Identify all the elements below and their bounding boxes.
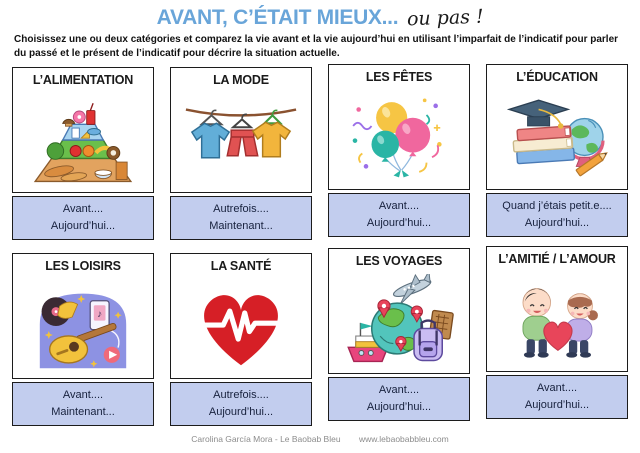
clothesline-illustration	[171, 87, 311, 192]
prompt-line-past: Avant....	[536, 382, 578, 394]
prompt-line-present: Aujourd’hui...	[524, 398, 590, 411]
prompt-line-past: Quand j’étais petit.e....	[502, 200, 612, 212]
prompt-line-past: Autrefois....	[213, 203, 269, 215]
card-frame	[486, 246, 628, 372]
card-frame	[486, 64, 628, 190]
card-frame	[170, 253, 312, 379]
card-title: LES LOISIRS	[45, 259, 121, 273]
svg-text:♪: ♪	[97, 308, 103, 320]
card-prompt-box	[328, 377, 470, 421]
prompt-line-past: Avant....	[62, 389, 104, 401]
category-card-fetes	[328, 64, 470, 237]
card-title: L’ÉDUCATION	[516, 70, 598, 84]
category-card-loisirs	[12, 253, 154, 426]
education-illustration	[487, 84, 627, 189]
card-prompt-box	[170, 382, 312, 426]
card-prompt-box	[328, 193, 470, 237]
prompt-line-past: Avant....	[62, 203, 104, 215]
category-card-voyages	[328, 248, 470, 421]
prompt-line-present: Aujourd’hui...	[524, 216, 590, 229]
card-frame	[12, 253, 154, 379]
card-prompt-box	[12, 382, 154, 426]
category-card-amitie-amour	[486, 246, 628, 419]
card-frame	[328, 64, 470, 190]
prompt-line-present: Maintenant...	[209, 219, 273, 232]
prompt-line-past: Autrefois....	[213, 389, 269, 401]
card-title: LES FÊTES	[365, 70, 433, 84]
balloons-illustration	[329, 84, 469, 189]
prompt-line-present: Aujourd’hui...	[366, 400, 432, 413]
card-frame	[12, 67, 154, 193]
card-prompt-box	[486, 193, 628, 237]
prompt-line-present: Maintenant...	[51, 405, 115, 418]
category-grid	[12, 67, 628, 426]
category-card-sante	[170, 253, 312, 426]
footer	[0, 434, 640, 444]
page-title	[0, 0, 640, 31]
category-card-education	[486, 64, 628, 237]
card-prompt-box	[12, 196, 154, 240]
prompt-line-present: Aujourd’hui...	[208, 405, 274, 418]
card-frame	[328, 248, 470, 374]
leisure-illustration	[13, 273, 153, 378]
card-title: L’AMITIÉ / L’AMOUR	[498, 252, 616, 266]
card-prompt-box	[486, 375, 628, 419]
card-title: LA SANTÉ	[210, 259, 272, 273]
card-prompt-box	[170, 196, 312, 240]
friendship-illustration	[487, 266, 627, 371]
card-title: LES VOYAGES	[355, 254, 443, 268]
card-frame	[170, 67, 312, 193]
footer-url: www.lebaobabbleu.com	[358, 434, 449, 444]
category-card-alimentation	[12, 67, 154, 240]
footer-credit: Carolina García Mora - Le Baobab Bleu	[191, 434, 341, 444]
card-title: L’ALIMENTATION	[32, 73, 134, 87]
heart-ekg-illustration	[171, 273, 311, 378]
title-accent: ou pas !	[406, 5, 484, 31]
category-card-mode	[170, 67, 312, 240]
instructions-text: Choisissez une ou deux catégories et comparez la vie avant et la vie aujourd’hui en utilisant l’imparfait de l’indicatif pour parler du passé et le présent de l’indicatif pour décrire la situation actuelle.	[14, 34, 619, 59]
prompt-line-present: Aujourd’hui...	[50, 219, 116, 232]
food-pyramid-illustration	[13, 87, 153, 192]
title-main: AVANT, C’ÉTAIT MIEUX...	[156, 6, 399, 29]
prompt-line-past: Avant....	[378, 200, 420, 212]
prompt-line-present: Aujourd’hui...	[366, 216, 432, 229]
travel-illustration	[329, 268, 469, 373]
prompt-line-past: Avant....	[378, 384, 420, 396]
card-title: LA MODE	[213, 73, 269, 87]
